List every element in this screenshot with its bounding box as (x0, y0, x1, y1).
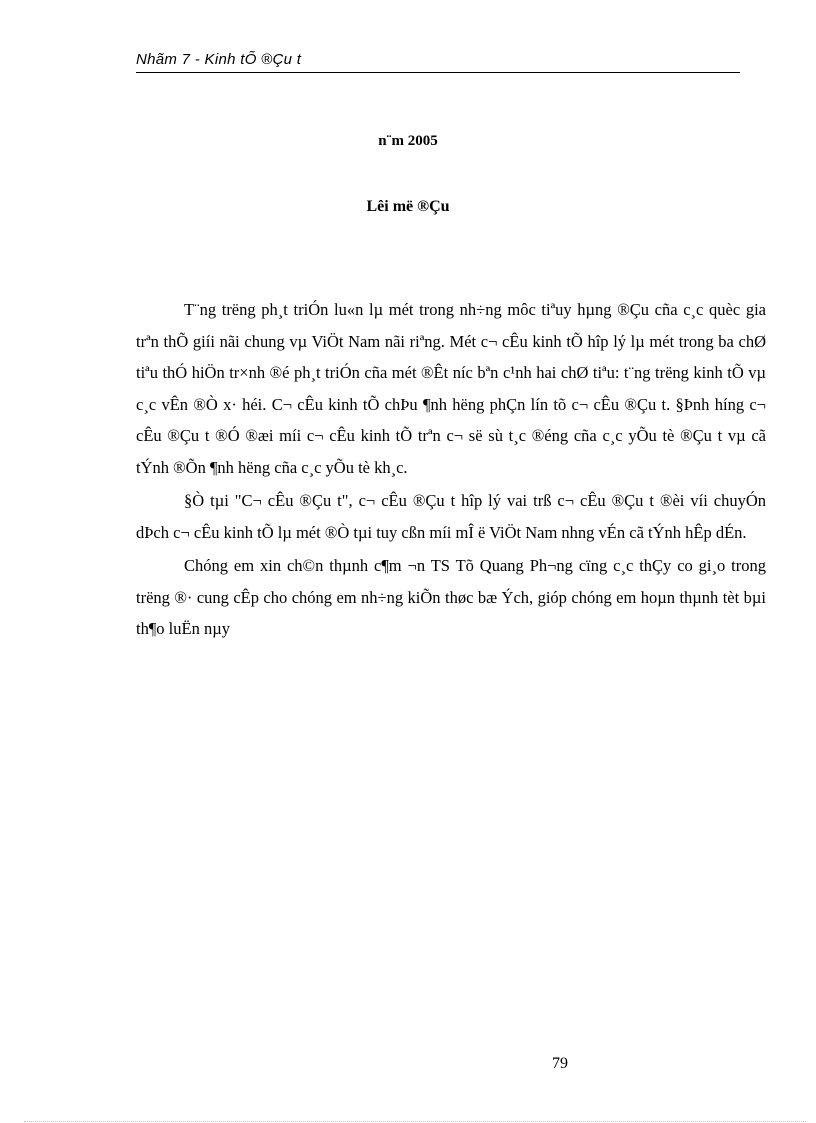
paragraph-1: T¨ng trëng ph¸t triÓn lu«n lµ mét trong nh÷ng môc tiªuy hµng ®Çu cña c¸c quèc gia trªn thÕ giíi nãi chung vµ ViÖt Nam nãi riªng. Mét c¬ cÊu kinh tÕ hîp lý lµ mét trong ba chØ tiªu thÓ hiÖn tr×nh ®é ph¸t triÓn cña mét ®Êt níc bªn c¹nh hai chØ tiªu: t¨ng trëng kinh tÕ vµ c¸c vÊn ®Ò x· héi. C¬ cÊu kinh tÕ chÞu ¶nh hëng phÇn lín tõ c¬ cÊu ®Çu t. §Þnh híng c¬ cÊu ®Çu t ®Ó ®æi míi c¬ cÊu kinh tÕ trªn c¬ së sù t¸c ®éng cña c¸c yÕu tè ®Çu t vµ cã tÝnh ®Õn ¶nh hëng cña c¸c yÕu tè kh¸c. (136, 300, 766, 477)
running-header: Nhãm 7 - Kinh tÕ ®Çu t (136, 50, 740, 73)
page-bottom-divider (24, 1121, 806, 1122)
paragraph-3: Chóng em xin ch©n thµnh c¶m ¬n TS Tõ Quang Ph¬ng cïng c¸c thÇy co gi¸o trong trëng ®· cung cÊp cho chóng em nh÷ng kiÕn thøc bæ Ých, gióp chóng em hoµn thµnh tèt bµi th¶o luËn nµy (136, 556, 766, 638)
body-text (136, 294, 766, 645)
year-line: n¨m 2005 (378, 133, 438, 149)
page-number: 79 (552, 1055, 568, 1072)
section-title: Lêi më ®Çu (366, 198, 450, 215)
paragraph-2: §Ò tµi "C¬ cÊu ®Çu t", c¬ cÊu ®Çu t hîp lý vai trß c¬ cÊu ®Çu t ®èi víi chuyÓn dÞch c¬ cÊu kinh tÕ lµ mét ®Ò tµi tuy cßn míi mÎ ë ViÖt Nam nhng vÉn cã tÝnh hÊp dÉn. (136, 491, 766, 542)
